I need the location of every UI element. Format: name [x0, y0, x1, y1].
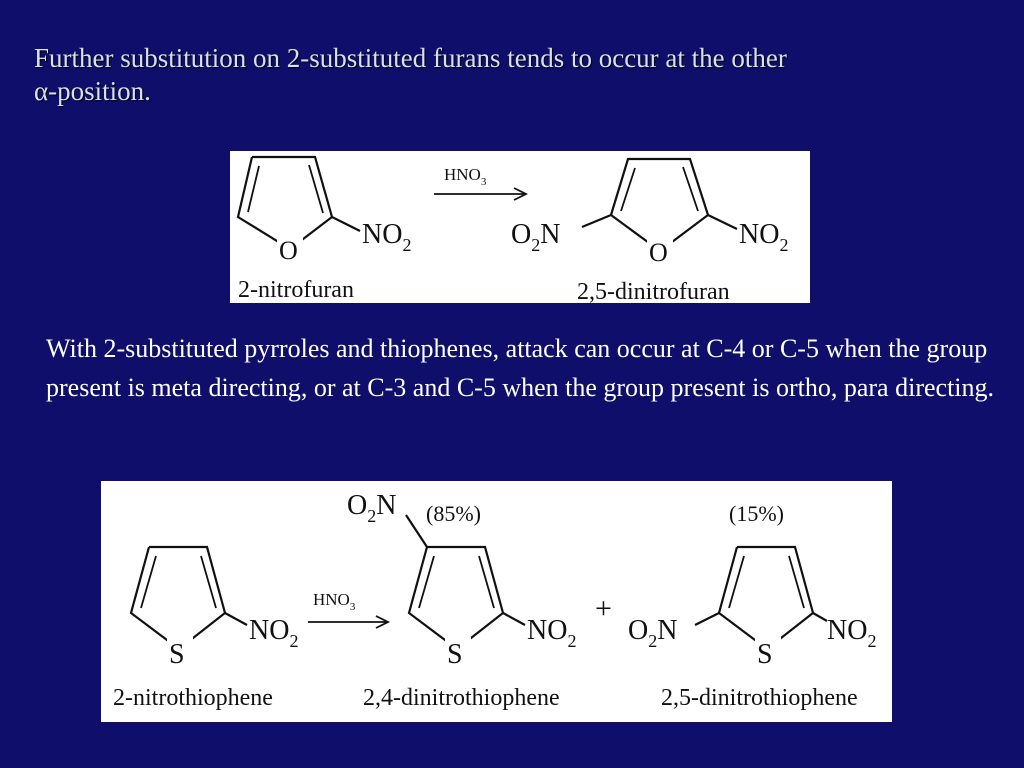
- thiophene-ring-sulfur: S: [169, 639, 185, 670]
- nitrothiophene-label: 2-nitrothiophene: [113, 685, 273, 711]
- reagent-hno3: $HNO_3$: [444, 165, 487, 188]
- intro-text: [34, 42, 1004, 108]
- yield-15: (15%): [729, 501, 784, 526]
- dinitrothiophene-2-5-molecule: [628, 501, 876, 711]
- furan-reaction-scheme: [230, 151, 810, 303]
- thiophene-reaction-scheme: [101, 481, 892, 722]
- dinitrothiophene-2-sulfur: S: [757, 639, 773, 670]
- left-nitro-group: $O_2N$: [511, 219, 561, 255]
- plus-sign: +: [595, 592, 612, 625]
- dinitrothiophene-2-5-label: 2,5-dinitrothiophene: [661, 685, 858, 711]
- right-nitro-group: $NO_2$: [739, 219, 789, 255]
- nitro-group-2: $NO_2$: [249, 615, 299, 651]
- right-nitro-group-3: $NO_2$: [827, 615, 877, 651]
- reaction-arrow-furan: [434, 165, 526, 200]
- thiophene-scheme-drawing: [101, 481, 892, 722]
- right-nitro-group-2: $NO_2$: [527, 615, 577, 651]
- furan-ring-oxygen: O: [279, 236, 298, 265]
- nitrofuran-molecule: [238, 157, 411, 303]
- intro-text-end: -position.: [48, 76, 151, 106]
- alpha-symbol: α: [34, 76, 49, 106]
- dinitrothiophene-1-sulfur: S: [447, 639, 463, 670]
- reaction-arrow-thiophene: [308, 590, 388, 628]
- dinitrothiophene-2-4-label: 2,4-dinitrothiophene: [363, 685, 560, 711]
- top-nitro-group: $O_2N$: [347, 490, 397, 526]
- nitrothiophene-molecule: [113, 547, 298, 711]
- yield-85: (85%): [426, 501, 481, 526]
- dinitrofuran-molecule: [511, 159, 788, 303]
- left-nitro-group-2: $O_2N$: [628, 615, 678, 651]
- reagent-hno3-2: $HNO_3$: [313, 590, 356, 613]
- dinitrofuran-ring-oxygen: O: [649, 238, 668, 267]
- intro-text-start: Further substitution on 2-substituted furans tends to occur at the other: [34, 43, 787, 73]
- nitro-group: $NO_2$: [362, 219, 412, 255]
- dinitrothiophene-2-4-molecule: [347, 490, 576, 711]
- thiophene-explanation-text: With 2-substituted pyrroles and thiophenes, attack can occur at C-4 or C-5 when the group present is meta directing, or at C-3 and C-5 when the group present is ortho, para directing.: [46, 334, 995, 402]
- furan-scheme-drawing: [230, 151, 810, 303]
- dinitrofuran-label: 2,5-dinitrofuran: [577, 279, 730, 303]
- nitrofuran-label: 2-nitrofuran: [238, 277, 354, 303]
